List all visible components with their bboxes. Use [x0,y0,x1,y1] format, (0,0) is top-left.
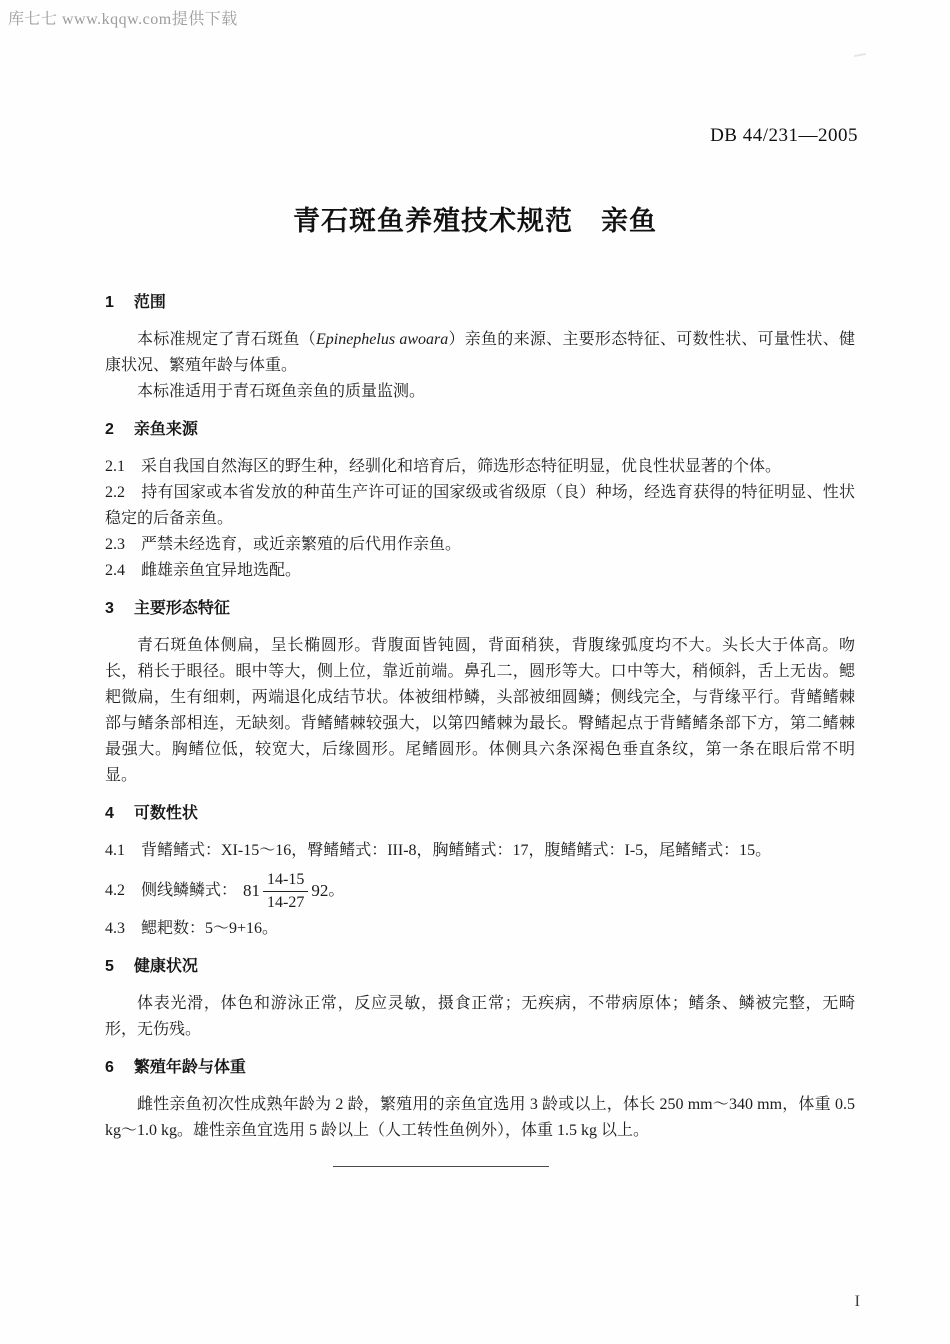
clause-4-1-text: 背鳍鳍式：XI-15～16，臀鳍鳍式：III-8，胸鳍鳍式：17，腹鳍鳍式：I-5，尾鳍鳍式：15。 [141,842,772,859]
clause-2-4-number: 2.4 [105,562,125,579]
section-5-number: 5 [105,958,114,975]
section-2-title: 亲鱼来源 [133,421,198,438]
clause-4-2-number: 4.2 [105,882,125,899]
section-5-title: 健康状况 [133,958,198,975]
clause-2-3-text: 严禁未经选育，或近亲繁殖的后代用作亲鱼。 [141,536,462,553]
scan-artifact [854,53,866,57]
standard-number: DB 44/231—2005 [710,125,858,146]
section-3-paragraph: 青石斑鱼体侧扁，呈长椭圆形。背腹面皆钝圆，背面稍狭，背腹缘弧度均不大。头长大于体高。吻长，稍长于眼径。眼中等大，侧上位，靠近前端。鼻孔二，圆形等大。口中等大，稍倾斜，舌上无齿。鳃耙微扁，生有细刺，两端退化成结节状。体被细栉鳞，头部被细圆鳞；侧线完全，与背缘平行。背鳍鳍棘部与鳍条部相连，无缺刻。背鳍鳍棘较强大，以第四鳍棘为最长。臀鳍起点于背鳍鳍条部下方，第二鳍棘最强大。胸鳍位低，较宽大，后缘圆形。尾鳍圆形。体侧具六条深褐色垂直条纹，第一条在眼后常不明显。 [105,637,855,784]
clause-2-2-number: 2.2 [105,484,125,501]
section-2-heading [105,417,855,443]
formula-left-count: 81 [243,881,261,900]
clause-2-1-number: 2.1 [105,458,125,475]
section-4-title: 可数性状 [133,805,198,822]
clause-4-2-label: 侧线鳞鳞式： [141,882,238,899]
clause-4-3-text: 鳃耙数：5～9+16。 [141,920,279,937]
section-3-number: 3 [105,600,114,617]
section-1-number: 1 [105,294,114,311]
clause-2-1-text: 采自我国自然海区的野生种，经驯化和培育后，筛选形态特征明显，优良性状显著的个体。 [141,458,782,475]
section-2-number: 2 [105,421,114,438]
clause-2-2 [105,480,855,532]
clause-2-1 [105,454,855,480]
clause-4-3-number: 4.3 [105,920,125,937]
clause-2-2-text: 持有国家或本省发放的种苗生产许可证的国家级或省级原（良）种场，经选育获得的特征明显、性状稳定的后备亲鱼。 [105,484,855,527]
section-5-heading [105,954,855,980]
section-6-paragraph: 雌性亲鱼初次性成熟年龄为 2 龄，繁殖用的亲鱼宜选用 3 龄或以上，体长 250 mm～340 mm，体重 0.5 kg～1.0 kg。雄性亲鱼宜选用 5 龄以上（人工转性鱼例外），体重 1.5 kg 以上。 [105,1096,855,1139]
section-6-number: 6 [105,1059,114,1076]
clause-2-4 [105,558,855,584]
lateral-line-scale-formula [243,870,328,911]
section-1-paragraph-2: 本标准适用于青石斑鱼亲鱼的质量监测。 [137,383,426,400]
species-latin-name: Epinephelus awoara [315,331,449,348]
formula-right-count: 92 [311,881,329,900]
section-1-title: 范围 [133,294,166,311]
section-6-heading [105,1055,855,1081]
fraction-denominator: 14-27 [267,893,305,911]
section-3-heading [105,596,855,622]
section-5-paragraph: 体表光滑，体色和游泳正常，反应灵敏，摄食正常；无疾病，不带病原体；鳍条、鳞被完整，无畸形，无伤残。 [105,995,855,1038]
formula-fraction [263,870,308,911]
clause-2-4-text: 雌雄亲鱼宜异地选配。 [141,562,302,579]
document-title: 青石斑鱼养殖技术规范 亲鱼 [293,206,657,236]
section-3-title: 主要形态特征 [133,600,230,617]
section-4-number: 4 [105,805,114,822]
clause-4-1-number: 4.1 [105,842,125,859]
clause-4-2 [105,866,855,916]
page-number: I [854,1293,860,1310]
section-1-heading [105,290,855,316]
section-4-heading [105,801,855,827]
clause-2-3 [105,532,855,558]
clause-2-3-number: 2.3 [105,536,125,553]
watermark-text: 库七七 www.kqqw.com提供下载 [8,11,238,28]
section-1-paragraph-1 [105,327,855,379]
end-of-text-rule [333,1166,549,1167]
fraction-numerator: 14-15 [263,870,308,891]
scope-text-after-species: ）亲鱼的来源、主要形态特征、可数性状、可量性状、健康状况、繁殖年龄与体重。 [105,331,855,374]
document-body [105,290,855,1167]
section-6-title: 繁殖年龄与体重 [133,1059,246,1076]
scope-text-before-species: 本标准规定了青石斑鱼（ [137,331,316,348]
clause-4-1 [105,838,855,864]
clause-4-3 [105,916,855,942]
clause-4-2-period: 。 [328,882,345,899]
